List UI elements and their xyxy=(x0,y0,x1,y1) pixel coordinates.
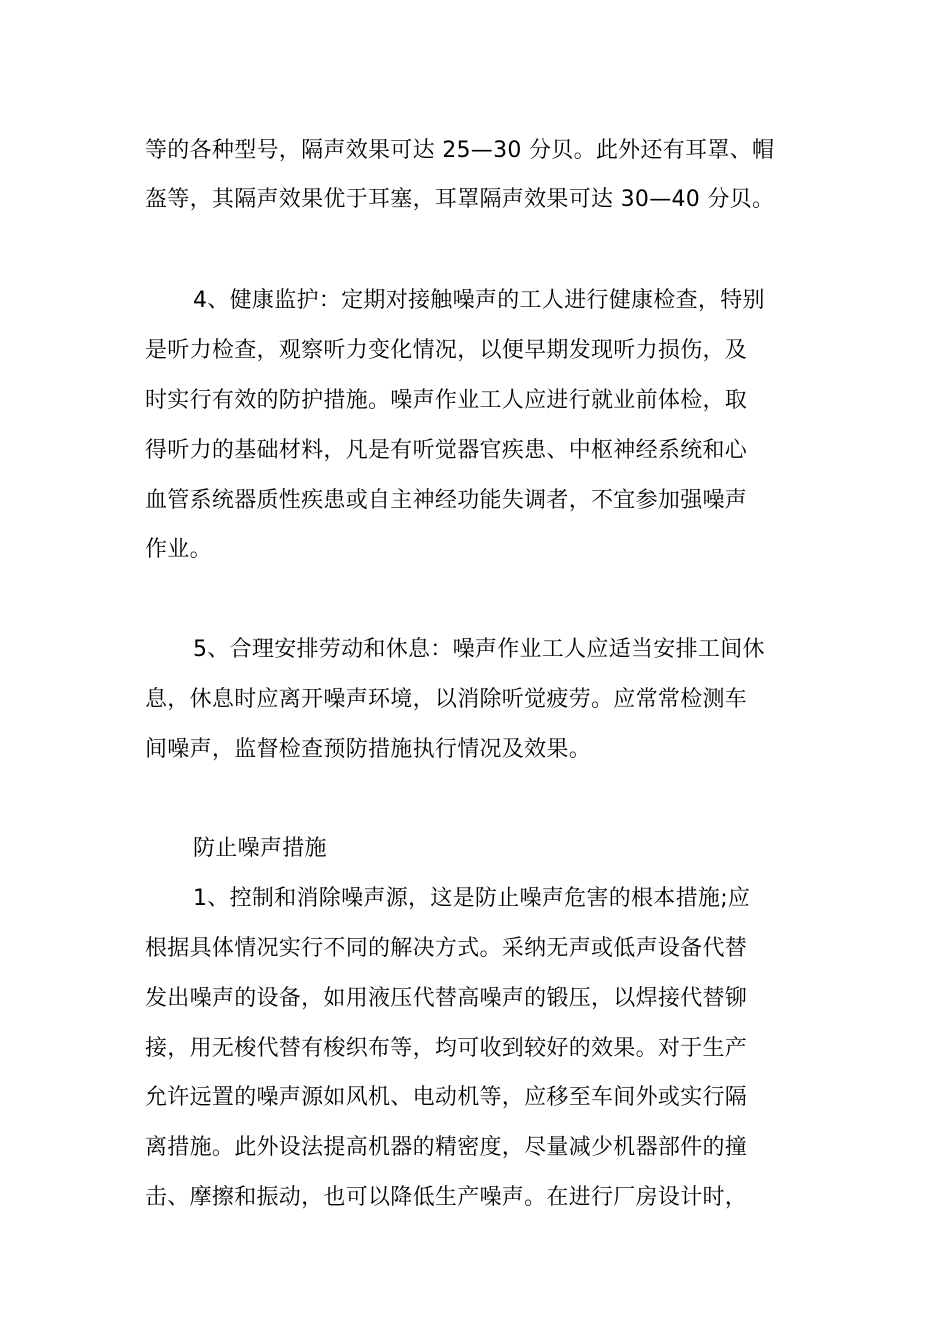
text-line: 发出噪声的设备，如用液压代替高噪声的锻压，以焊接代替铆 xyxy=(145,986,748,1011)
text-line: 血管系统器质性疾患或自主神经功能失调者，不宜参加强噪声 xyxy=(145,488,748,513)
measure-1-heading-line: 1、控制和消除噪声源，这是防止噪声危害的根本措施;应 xyxy=(193,886,751,911)
text-line: 根据具体情况实行不同的解决方式。采纳无声或低声设备代替 xyxy=(145,936,748,961)
text-line: 允许远置的噪声源如风机、电动机等，应移至车间外或实行隔 xyxy=(145,1085,748,1110)
text-line: 等的各种型号，隔声效果可达 25—30 分贝。此外还有耳罩、帽 xyxy=(145,138,775,163)
text-line: 时实行有效的防护措施。噪声作业工人应进行就业前体检，取 xyxy=(145,388,748,413)
text-line: 盔等，其隔声效果优于耳塞，耳罩隔声效果可达 30—40 分贝。 xyxy=(145,187,775,212)
text-line: 击、摩擦和振动，也可以降低生产噪声。在进行厂房设计时， xyxy=(145,1185,748,1210)
text-line: 息，休息时应离开噪声环境，以消除听觉疲劳。应常常检测车 xyxy=(145,687,748,712)
text-line: 离措施。此外设法提高机器的精密度，尽量减少机器部件的撞 xyxy=(145,1135,748,1160)
section-5-heading-line: 5、合理安排劳动和休息：噪声作业工人应适当安排工间休 xyxy=(193,637,765,662)
text-line: 作业。 xyxy=(145,537,212,562)
text-line: 得听力的基础材料，凡是有听觉器官疾患、中枢神经系统和心 xyxy=(145,438,748,463)
text-line: 间噪声，监督检查预防措施执行情况及效果。 xyxy=(145,737,592,762)
text-line: 接，用无梭代替有梭织布等，均可收到较好的效果。对于生产 xyxy=(145,1036,748,1061)
text-line: 是听力检查，观察听力变化情况，以便早期发现听力损伤，及 xyxy=(145,338,748,363)
section-4-heading-line: 4、健康监护：定期对接触噪声的工人进行健康检查，特别 xyxy=(193,288,765,313)
section-title: 防止噪声措施 xyxy=(193,836,327,861)
